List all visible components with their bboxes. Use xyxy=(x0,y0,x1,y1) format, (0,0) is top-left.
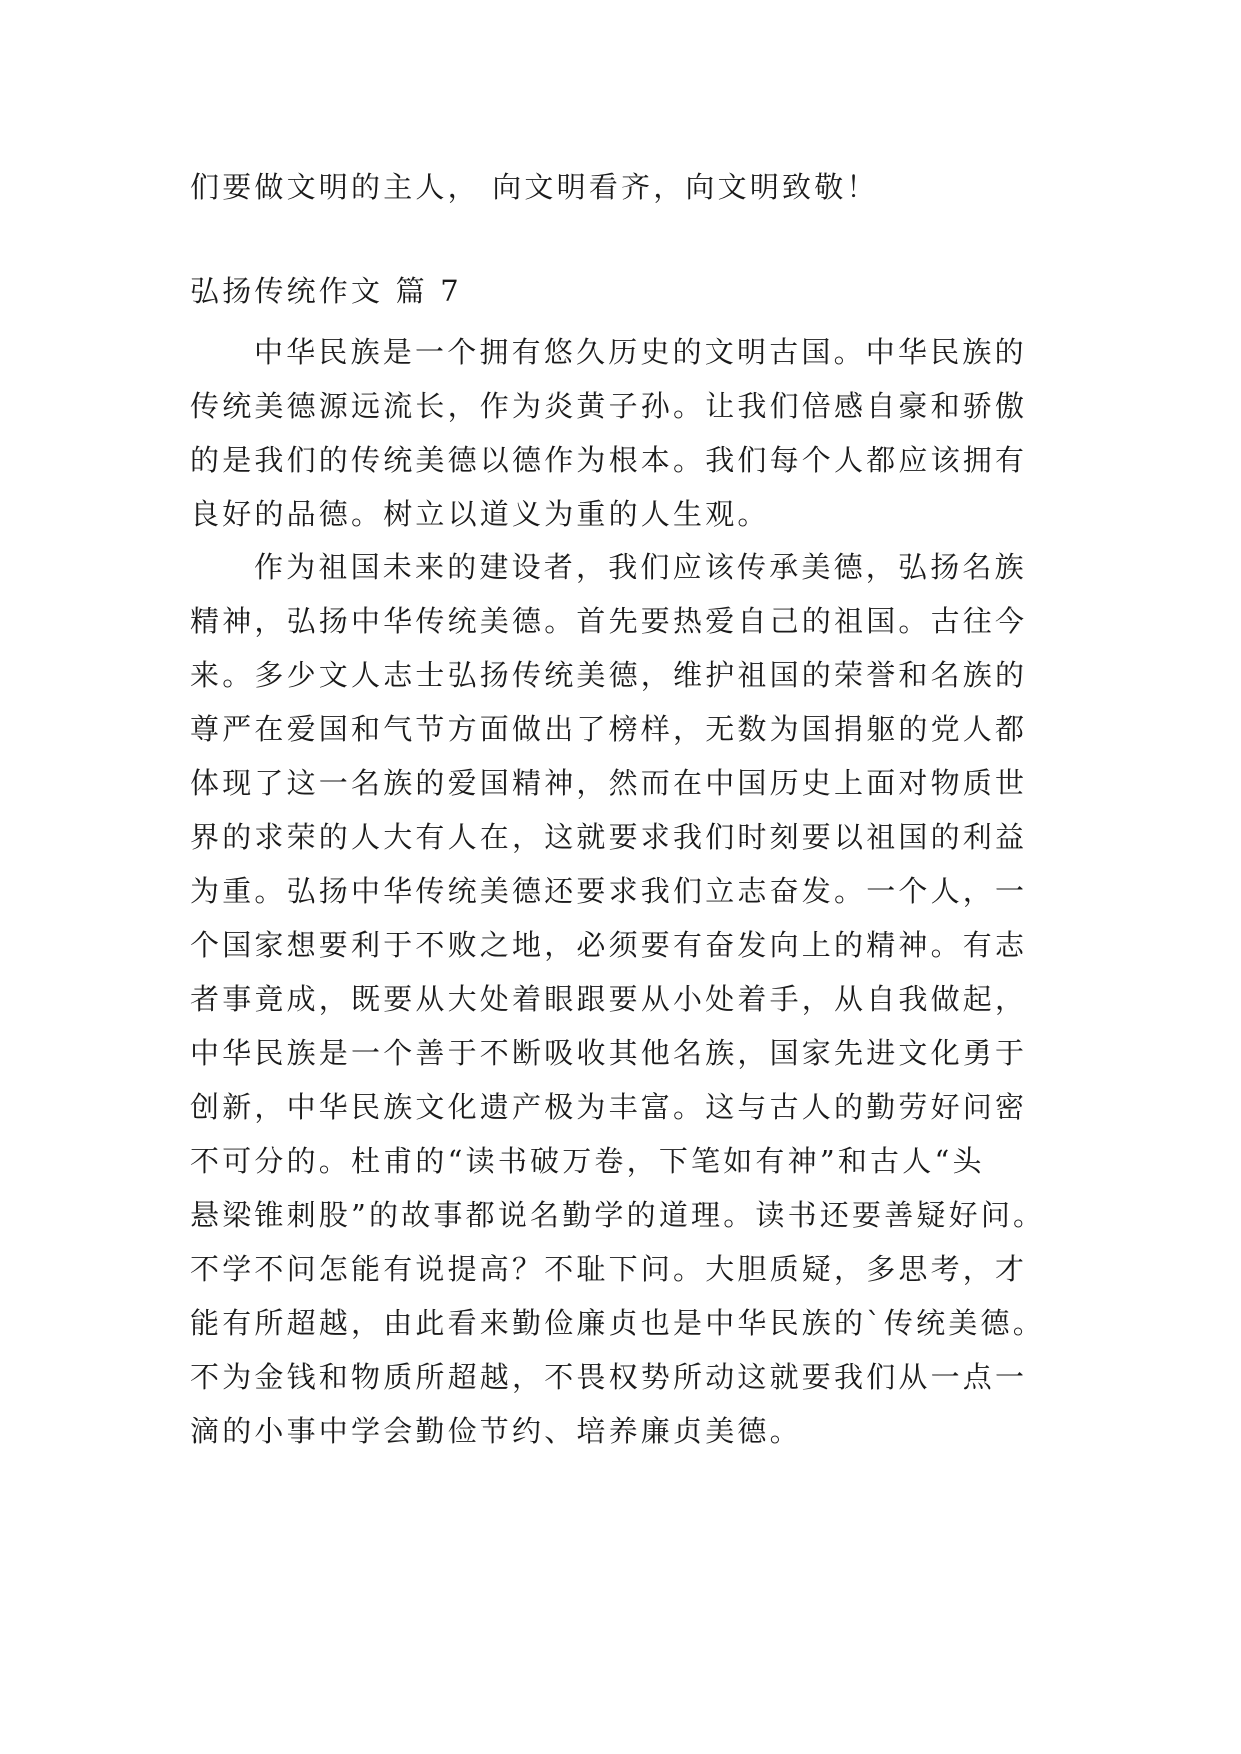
text-line: 精神，弘扬中华传统美德。首先要热爱自己的祖国。古往今 xyxy=(190,604,1028,638)
text-line: 者事竟成，既要从大处着眼跟要从小处着手，从自我做起， xyxy=(190,982,1028,1016)
section-heading xyxy=(190,264,1070,318)
text-line: 为重。弘扬中华传统美德还要求我们立志奋发。一个人，一 xyxy=(190,874,1028,908)
text-line: 个国家想要利于不败之地，必须要有奋发向上的精神。有志 xyxy=(190,928,1028,962)
paragraph-1 xyxy=(190,325,1070,541)
continuation-paragraph xyxy=(190,160,1070,214)
text-line: 不可分的。杜甫的“读书破万卷，下笔如有神”和古人“头 xyxy=(190,1144,985,1178)
text-line: 能有所超越，由此看来勤俭廉贞也是中华民族的`传统美德。 xyxy=(190,1306,1045,1340)
text-line: 不学不问怎能有说提高？不耻下问。大胆质疑，多思考，才 xyxy=(190,1252,1028,1286)
text-line: 滴的小事中学会勤俭节约、培养廉贞美德。 xyxy=(190,1414,802,1448)
text-line: 中华民族是一个拥有悠久历史的文明古国。中华民族的 xyxy=(254,335,1027,369)
text-line: 中华民族是一个善于不断吸收其他名族，国家先进文化勇于 xyxy=(190,1036,1028,1070)
paragraph-2 xyxy=(190,540,1070,1458)
text-line: 悬梁锥刺股”的故事都说名勤学的道理。读书还要善疑好问。 xyxy=(190,1198,1046,1232)
text-line: 传统美德源远流长，作为炎黄子孙。让我们倍感自豪和骄傲 xyxy=(190,389,1028,423)
text-line: 作为祖国未来的建设者，我们应该传承美德，弘扬名族 xyxy=(254,550,1027,584)
text-line: 的是我们的传统美德以德作为根本。我们每个人都应该拥有 xyxy=(190,443,1028,477)
text-line: 尊严在爱国和气节方面做出了榜样，无数为国捐躯的党人都 xyxy=(190,712,1028,746)
text-line: 创新，中华民族文化遗产极为丰富。这与古人的勤劳好问密 xyxy=(190,1090,1028,1124)
heading-title: 弘扬传统作文 篇 7 xyxy=(190,274,462,308)
text-line: 来。多少文人志士弘扬传统美德，维护祖国的荣誉和名族的 xyxy=(190,658,1028,692)
text-line: 良好的品德。树立以道义为重的人生观。 xyxy=(190,497,770,531)
text-line: 们要做文明的主人， 向文明看齐，向文明致敬！ xyxy=(190,170,879,204)
text-line: 不为金钱和物质所超越，不畏权势所动这就要我们从一点一 xyxy=(190,1360,1028,1394)
text-line: 界的求荣的人大有人在，这就要求我们时刻要以祖国的利益 xyxy=(190,820,1028,854)
text-line: 体现了这一名族的爱国精神，然而在中国历史上面对物质世 xyxy=(190,766,1028,800)
